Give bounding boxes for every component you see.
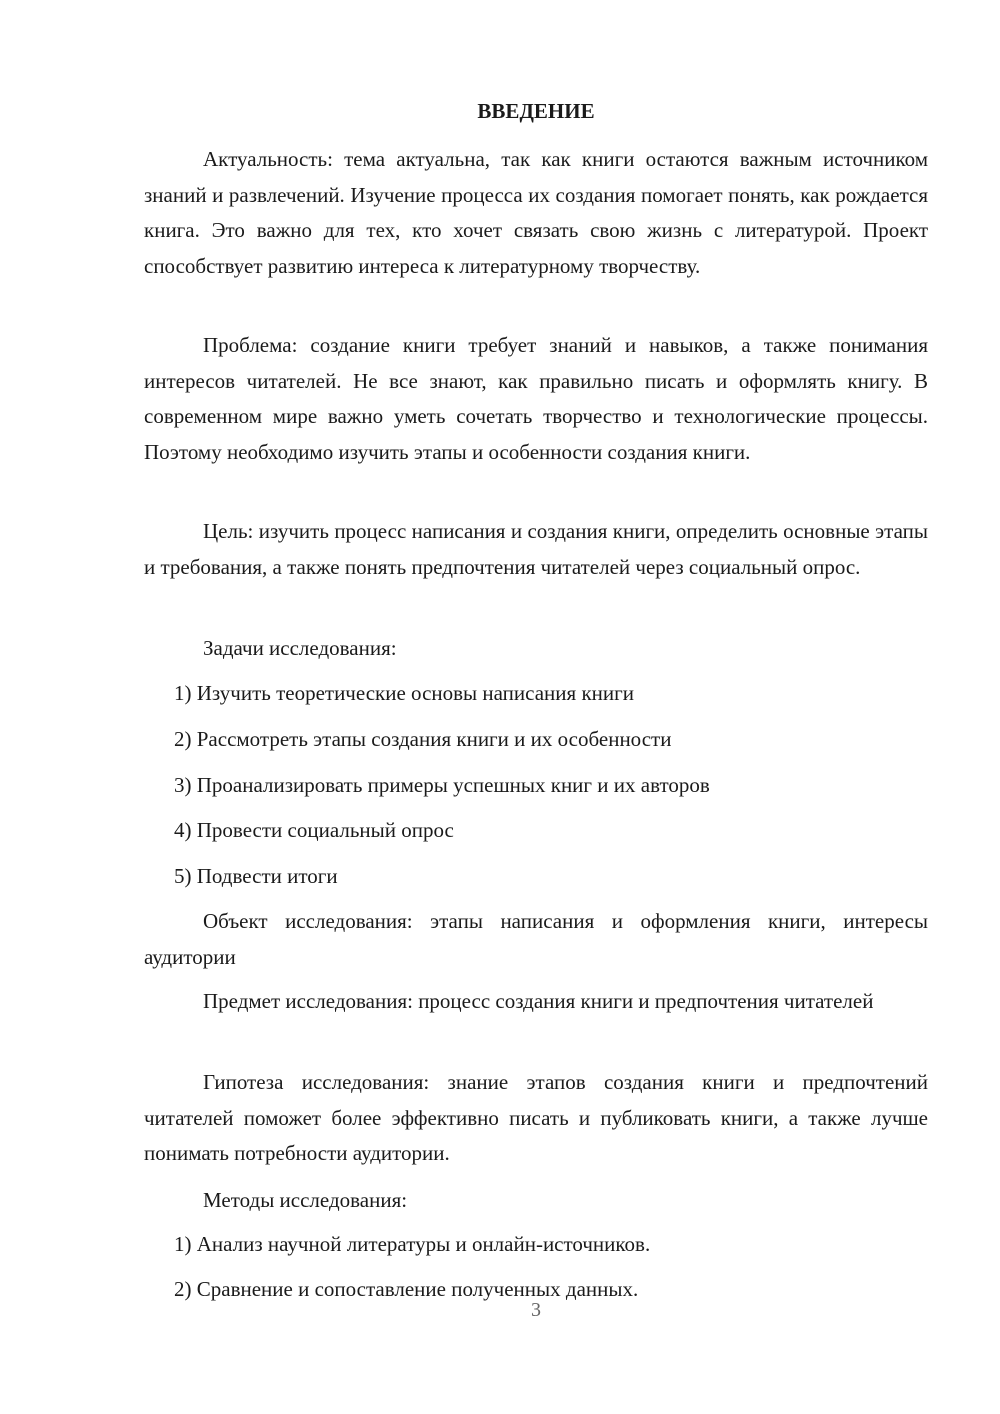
paragraph-object: Объект исследования: этапы написания и оформления книги, интересы аудитории bbox=[144, 909, 928, 969]
document-page bbox=[144, 0, 928, 1414]
list-item: 2) Сравнение и сопоставление полученных данных. bbox=[174, 1277, 639, 1301]
section-title: ВВЕДЕНИЕ bbox=[477, 99, 595, 123]
paragraph-hypothesis: Гипотеза исследования: знание этапов создания книги и предпочтений читателей поможет более эффективно писать и публиковать книги, а также лучше понимать потребности аудитории. bbox=[144, 1070, 928, 1165]
list-item: 3) Проанализировать примеры успешных книг и их авторов bbox=[174, 773, 710, 797]
list-item: 5) Подвести итоги bbox=[174, 864, 338, 888]
paragraph-problem: Проблема: создание книги требует знаний и навыков, а также понимания интересов читателей. Не все знают, как правильно писать и оформлять книгу. В современном мире важно уметь сочетать творчество и технологические процессы. Поэтому необходимо изучить этапы и особенности создания книги. bbox=[144, 333, 928, 464]
paragraph-relevance: Актуальность: тема актуальна, так как книги остаются важным источником знаний и развлечений. Изучение процесса их создания помогает понять, как рождается книга. Это важно для тех, кто хочет связать свою жизнь с литературой. Проект способствует развитию интереса к литературному творчеству. bbox=[144, 147, 928, 278]
list-item: 2) Рассмотреть этапы создания книги и их особенности bbox=[174, 727, 672, 751]
paragraph-goal: Цель: изучить процесс написания и создания книги, определить основные этапы и требования, а также понять предпочтения читателей через социальный опрос. bbox=[144, 519, 928, 579]
tasks-heading: Задачи исследования: bbox=[203, 636, 397, 660]
list-item: 1) Анализ научной литературы и онлайн-источников. bbox=[174, 1232, 651, 1256]
methods-heading: Методы исследования: bbox=[203, 1188, 408, 1212]
paragraph-subject: Предмет исследования: процесс создания книги и предпочтения читателей bbox=[203, 989, 874, 1013]
page-number: 3 bbox=[531, 1299, 541, 1321]
list-item: 4) Провести социальный опрос bbox=[174, 818, 454, 842]
list-item: 1) Изучить теоретические основы написания книги bbox=[174, 681, 634, 705]
